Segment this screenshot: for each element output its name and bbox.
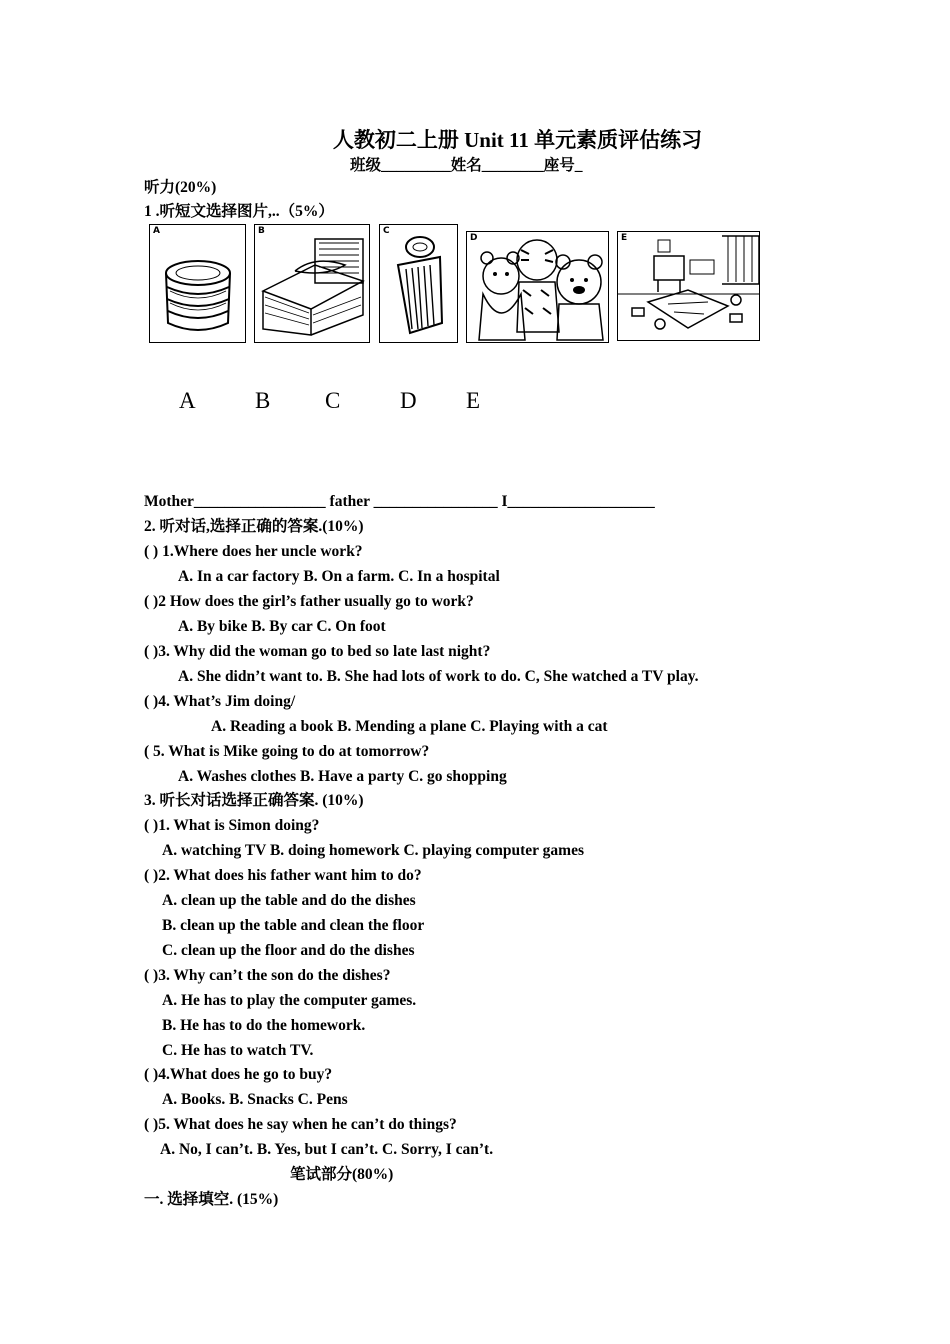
picture-a [149, 224, 246, 343]
cartoon-friends-icon [467, 232, 608, 342]
options-line: A. By bike B. By car C. On foot [178, 618, 386, 635]
student-info-line: 班级_________姓名________座号_ [350, 157, 583, 174]
written-section-header: 笔试部分(80%) [290, 1166, 394, 1183]
picture-b [254, 224, 370, 343]
picture-d [466, 231, 609, 343]
part2-heading: 2. 听对话,选择正确的答案.(10%) [144, 518, 364, 535]
picture-d-caption: D [470, 233, 478, 243]
question-line: ( )3. Why can’t the son do the dishes? [144, 967, 391, 984]
picture-e [617, 231, 760, 341]
options-line: A. He has to play the computer games. [162, 992, 417, 1009]
section1-heading: 一. 选择填空. (15%) [144, 1191, 279, 1208]
picture-label-c: C [325, 388, 341, 413]
picture-label-a: A [179, 388, 196, 413]
options-line: A. Reading a book B. Mending a plane C. Playing with a cat [211, 718, 608, 735]
options-line: A. clean up the table and do the dishes [162, 892, 416, 909]
options-line: A. Books. B. Snacks C. Pens [162, 1091, 348, 1108]
question-line: ( )1. What is Simon doing? [144, 817, 320, 834]
question-line: ( )5. What does he say when he can’t do things? [144, 1116, 457, 1133]
listening-header: 听力(20%) [144, 179, 217, 196]
picture-e-caption: E [621, 233, 628, 243]
stacked-plates-icon [150, 225, 245, 342]
question-line: ( )4. What’s Jim doing/ [144, 693, 296, 710]
question-line: ( )2 How does the girl’s father usually go to work? [144, 593, 474, 610]
page-title: 人教初二上册 Unit 11 单元素质评估练习 [332, 128, 703, 152]
question-line: ( )4.What does he go to buy? [144, 1066, 333, 1083]
bed-icon [255, 225, 369, 342]
options-line: A. In a car factory B. On a farm. C. In a hospital [178, 568, 500, 585]
options-line: B. He has to do the homework. [162, 1017, 366, 1034]
options-line: A. She didn’t want to. B. She had lots of work to do. C, She watched a TV play. [178, 668, 699, 685]
question-line: ( )2. What does his father want him to do? [144, 867, 422, 884]
options-line: C. He has to watch TV. [162, 1042, 314, 1059]
picture-c-caption: C [383, 226, 390, 236]
family-fill-line: Mother_________________ father ________________ I___________________ [144, 493, 655, 510]
options-line: C. clean up the floor and do the dishes [162, 942, 415, 959]
part1-heading: 1 .听短文选择图片,..（5%） [144, 203, 334, 220]
trash-can-icon [380, 225, 457, 342]
options-line: A. Washes clothes B. Have a party C. go shopping [178, 768, 507, 785]
options-line: A. watching TV B. doing homework C. playing computer games [162, 842, 584, 859]
picture-a-caption: A [153, 226, 160, 236]
question-line: ( 5. What is Mike going to do at tomorrow? [144, 743, 430, 760]
picture-label-d: D [400, 388, 417, 413]
picture-label-e: E [466, 388, 481, 413]
picture-label-b: B [255, 388, 271, 413]
messy-room-icon [618, 232, 759, 340]
part3-heading: 3. 听长对话选择正确答案. (10%) [144, 792, 364, 809]
picture-b-caption: B [258, 226, 265, 236]
options-line: A. No, I can’t. B. Yes, but I can’t. C. Sorry, I can’t. [160, 1141, 494, 1158]
picture-c [379, 224, 458, 343]
options-line: B. clean up the table and clean the floor [162, 917, 425, 934]
question-line: ( ) 1.Where does her uncle work? [144, 543, 363, 560]
question-line: ( )3. Why did the woman go to bed so late last night? [144, 643, 491, 660]
